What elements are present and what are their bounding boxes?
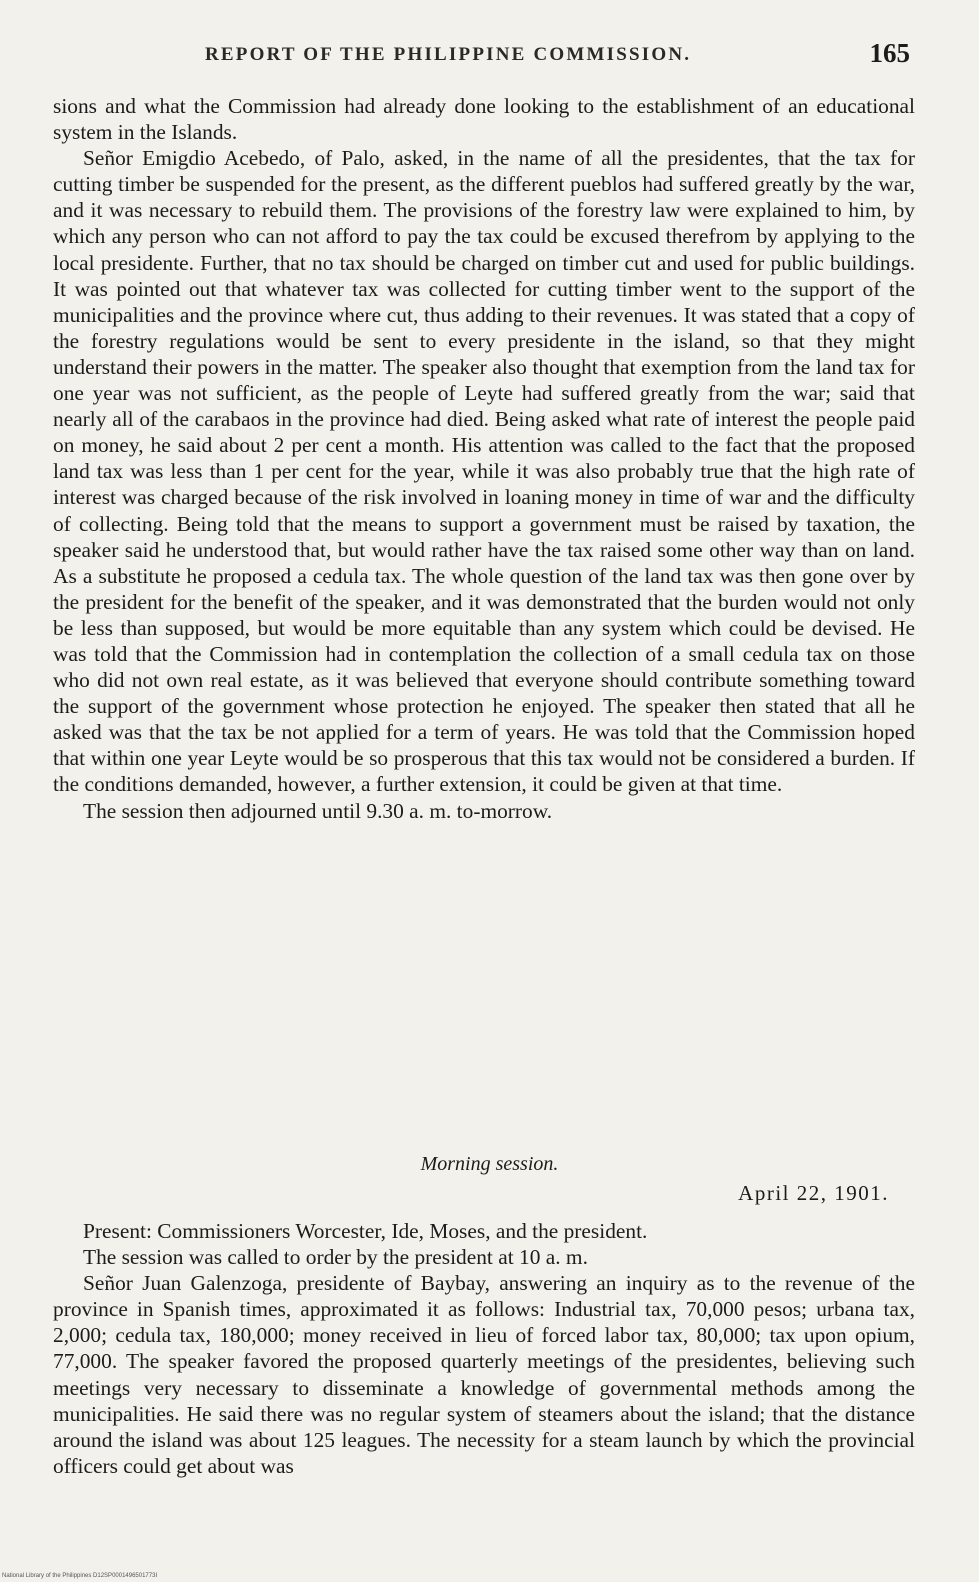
paragraph-continuation: sions and what the Commission had already done looking to the establishment of an educational system in the Islands. — [53, 94, 915, 145]
paragraph-called-to-order: The session was called to order by the president at 10 a. m. — [83, 1245, 588, 1270]
running-header — [60, 36, 920, 70]
session-text — [53, 1218, 915, 1479]
page-number: 165 — [869, 38, 910, 68]
paragraph-adjourned: The session then adjourned until 9.30 a. m. to-morrow. — [83, 798, 553, 823]
session-heading: Morning session. — [420, 1153, 559, 1175]
footer-archive-label: National Library of the Philippines D12SP0001496501773I — [2, 1573, 158, 1579]
session-date: April 22, 1901. — [738, 1181, 889, 1205]
body-text — [53, 93, 915, 824]
paragraph-acebedo: Señor Emigdio Acebedo, of Palo, asked, in the name of all the presidentes, that the tax for cutting timber be suspended for the present, as the different pueblos had suffered greatly by the war, and it was necessary to rebuild them. The provisions of the forestry law were explained to him, by which any person who can not afford to pay the tax could be excused therefrom by applying to the local presidente. Further, that no tax should be charged on timber cut and used for public buildings. It was pointed out that whatever tax was collected for cutting timber went to the support of the municipalities and the province where cut, thus adding to their revenues. It was stated that a copy of the forestry regulations would be sent to every presidente in the island, so that they might understand their powers in the matter. The speaker also thought that exemption from the land tax for one year was not sufficient, as the people of Leyte had suffered greatly from the war; said that nearly all of the carabaos in the province had died. Being asked what rate of interest the people paid on money, he said about 2 per cent a month. His attention was called to the fact that the proposed land tax was less than 1 per cent for the year, while it was also probably true that the high rate of interest was charged because of the risk involved in loaning money in time of war and the difficulty of collecting. Being told that the means to support a government must be raised by taxation, the speaker said he understood that, but would rather have the tax raised some other way than on land. As a substitute he proposed a cedula tax. The whole question of the land tax was then gone over by the president for the benefit of the speaker, and it was demonstrated that the burden would not only be less than supposed, but would be more equitable than any system which could be devised. He was told that the Commission had in contemplation the collection of a small cedula tax on those who did not own real estate, as it was believed that everyone should contribute something toward the support of the government whose protection he enjoyed. The speaker then stated that all he asked was that the tax be not applied for a term of years. He was told that the Commission hoped that within one year Leyte would be so prosperous that this tax would not be considered a burden. If the conditions demanded, however, a further extension, it could be given at that time. — [53, 146, 915, 797]
paragraph-galenzoga: Señor Juan Galenzoga, presidente of Baybay, answering an inquiry as to the revenue of the province in Spanish times, approximated it as follows: Industrial tax, 70,000 pesos; urbana tax, 2,000; cedula tax, 180,000; money received in lieu of forced labor tax, 80,000; tax upon opium, 77,000. The speaker favored the proposed quarterly meetings of the presidentes, believing such meetings very necessary to disseminate a knowledge of governmental methods among the municipalities. He said there was no regular system of steamers about the island; that the distance around the island was about 125 leagues. The necessity for a steam launch by which the provincial officers could get about was — [53, 1271, 915, 1478]
paragraph-present: Present: Commissioners Worcester, Ide, Moses, and the president. — [83, 1219, 648, 1243]
running-title: REPORT OF THE PHILIPPINE COMMISSION. — [205, 44, 692, 65]
